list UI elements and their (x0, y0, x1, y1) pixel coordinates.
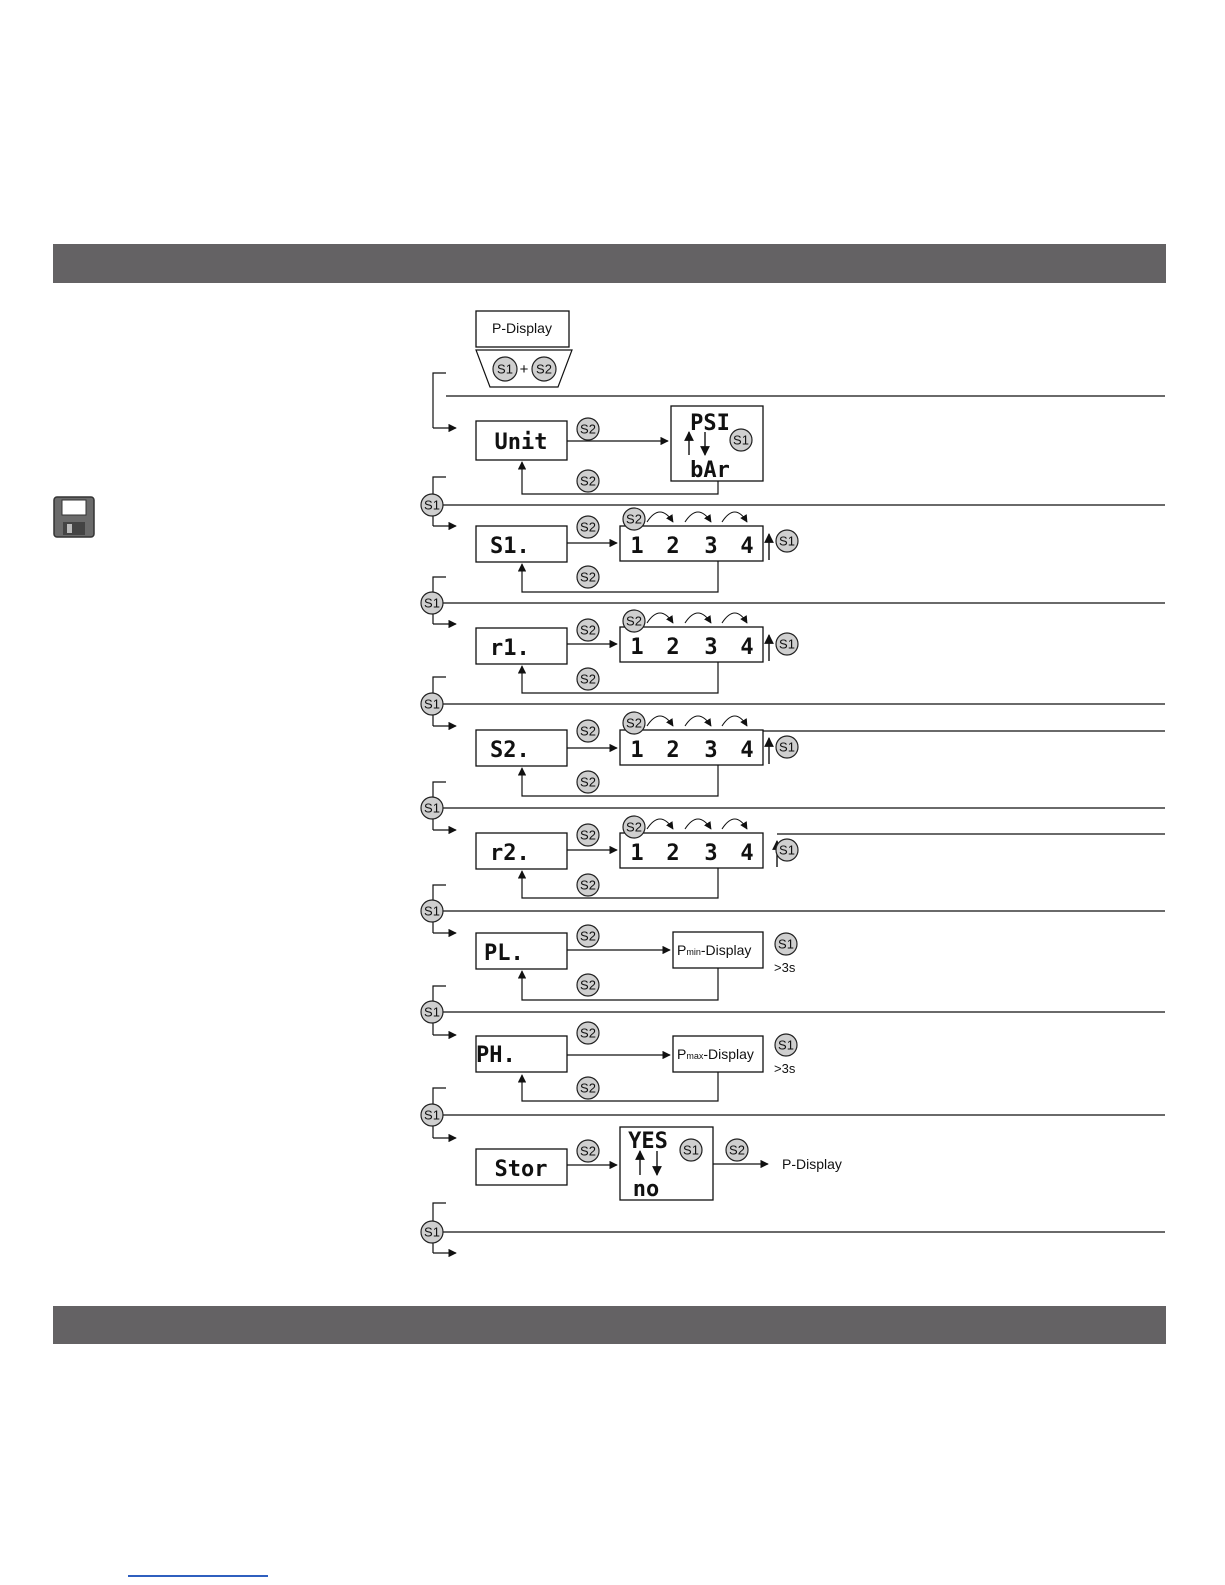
svg-text:S2: S2 (580, 827, 596, 843)
s2-button-icon[interactable] (577, 974, 599, 996)
svg-text:S2: S2 (729, 1142, 745, 1158)
svg-text:1: 1 (630, 841, 644, 866)
start-p-display-box (476, 311, 569, 347)
switch-row-2 (476, 610, 798, 693)
svg-text:S1: S1 (779, 636, 795, 652)
svg-text:S2: S2 (580, 774, 596, 790)
svg-text:S2: S2 (580, 1143, 596, 1159)
svg-text:S1: S1 (779, 842, 795, 858)
s2-button-icon[interactable] (577, 418, 599, 440)
svg-text:3: 3 (704, 635, 718, 660)
exit-p-display-label: P-Display (782, 1156, 842, 1172)
svg-text:S1: S1 (424, 595, 440, 611)
s2-display-text: S2. (490, 738, 530, 763)
svg-text:S2: S2 (580, 928, 596, 944)
s1-next-connector (421, 1203, 1165, 1253)
s2-button-icon[interactable] (577, 771, 599, 793)
s1-button-icon[interactable] (775, 1034, 797, 1056)
svg-text:1: 1 (630, 635, 644, 660)
svg-text:S2: S2 (580, 977, 596, 993)
s1-next-connector (421, 477, 1165, 526)
svg-text:S1: S1 (424, 497, 440, 513)
s1-button-icon[interactable] (680, 1139, 702, 1161)
s1-button-icon[interactable] (421, 900, 443, 922)
r1-display-text: r1. (490, 636, 530, 661)
s2-button-icon[interactable] (577, 1140, 599, 1162)
svg-text:S1: S1 (424, 800, 440, 816)
svg-text:4: 4 (740, 738, 754, 763)
s2-button-icon[interactable] (577, 566, 599, 588)
s2-button-icon[interactable] (623, 712, 645, 734)
svg-text:S2: S2 (536, 361, 552, 377)
svg-text:3: 3 (704, 534, 718, 559)
s1-button-icon[interactable] (776, 839, 798, 861)
s1-next-connector (421, 677, 1165, 726)
s1-next-connector (421, 577, 1165, 624)
switch-row-4 (476, 816, 1165, 898)
svg-text:S2: S2 (626, 613, 642, 629)
s1-next-connector (421, 885, 1165, 933)
svg-text:1: 1 (630, 534, 644, 559)
s1-next-connector (421, 782, 1165, 830)
svg-text:S2: S2 (580, 877, 596, 893)
svg-text:S2: S2 (580, 473, 596, 489)
hold-3s-label: >3s (774, 960, 796, 975)
svg-text:S2: S2 (626, 819, 642, 835)
svg-text:S1: S1 (424, 1004, 440, 1020)
svg-text:S1: S1 (779, 739, 795, 755)
unit-display-text: Unit (494, 430, 548, 455)
s2-button-icon[interactable] (532, 357, 556, 381)
pmax-display-label: Pmax-Display (677, 1046, 754, 1062)
s2-button-icon[interactable] (623, 508, 645, 530)
svg-text:S2: S2 (626, 715, 642, 731)
svg-text:S1: S1 (497, 361, 513, 377)
store-option-no: no (632, 1177, 660, 1202)
s1-button-icon[interactable] (776, 530, 798, 552)
s2-button-icon[interactable] (577, 824, 599, 846)
svg-text:S1: S1 (424, 903, 440, 919)
svg-text:3: 3 (704, 841, 718, 866)
svg-text:S2: S2 (626, 511, 642, 527)
svg-text:S2: S2 (580, 1080, 596, 1096)
svg-text:S1: S1 (733, 432, 749, 448)
svg-text:S2: S2 (580, 622, 596, 638)
s2-button-icon[interactable] (623, 610, 645, 632)
hold-3s-label: >3s (774, 1061, 796, 1076)
s2-button-icon[interactable] (577, 874, 599, 896)
pmin-display-label: Pmin-Display (677, 942, 752, 958)
svg-text:S1: S1 (424, 1224, 440, 1240)
switch-row-3 (476, 712, 1165, 796)
svg-text:S1: S1 (779, 533, 795, 549)
svg-text:4: 4 (740, 635, 754, 660)
s2-button-icon[interactable] (726, 1139, 748, 1161)
s1-button-icon[interactable] (776, 633, 798, 655)
svg-text:S2: S2 (580, 1025, 596, 1041)
s1-button-icon[interactable] (421, 797, 443, 819)
s2-button-icon[interactable] (577, 1077, 599, 1099)
unit-option-bar: bAr (690, 458, 730, 483)
s1-button-icon[interactable] (421, 693, 443, 715)
svg-text:4: 4 (740, 841, 754, 866)
svg-text:2: 2 (666, 841, 680, 866)
s2-button-icon[interactable] (577, 668, 599, 690)
svg-text:S1: S1 (424, 696, 440, 712)
s2-button-icon[interactable] (623, 816, 645, 838)
s1-next-connector (421, 1088, 1165, 1138)
s2-button-icon[interactable] (577, 516, 599, 538)
svg-text:2: 2 (666, 534, 680, 559)
peak-max-row (476, 1022, 797, 1101)
s1-display-text: S1. (490, 534, 530, 559)
pl-display-text: PL. (484, 941, 524, 966)
start-p-display-label: P-Display (492, 320, 552, 336)
svg-text:2: 2 (666, 738, 680, 763)
svg-text:S1: S1 (778, 1037, 794, 1053)
s1-button-icon[interactable] (493, 357, 517, 381)
s1-button-icon[interactable] (421, 1104, 443, 1126)
svg-text:2: 2 (666, 635, 680, 660)
s2-button-icon[interactable] (577, 720, 599, 742)
s2-button-icon[interactable] (577, 925, 599, 947)
s1-button-icon[interactable] (776, 736, 798, 758)
s1-button-icon[interactable] (421, 592, 443, 614)
svg-text:3: 3 (704, 738, 718, 763)
svg-text:S2: S2 (580, 723, 596, 739)
store-row (476, 1127, 842, 1202)
s1-button-icon[interactable] (421, 1221, 443, 1243)
store-option-yes: YES (628, 1129, 668, 1154)
s1-button-icon[interactable] (775, 933, 797, 955)
ph-display-text: PH. (476, 1043, 516, 1068)
s2-button-icon[interactable] (577, 619, 599, 641)
switch-row-1 (476, 508, 798, 592)
svg-text:1: 1 (630, 738, 644, 763)
svg-text:S2: S2 (580, 519, 596, 535)
unit-option-psi: PSI (690, 411, 730, 436)
svg-text:S2: S2 (580, 569, 596, 585)
s1-next-connector (421, 986, 1165, 1035)
svg-text:S1: S1 (424, 1107, 440, 1123)
s1-button-icon[interactable] (730, 429, 752, 451)
s2-button-icon[interactable] (577, 1022, 599, 1044)
svg-text:S1: S1 (683, 1142, 699, 1158)
unit-menu-row (476, 406, 763, 494)
svg-text:S2: S2 (580, 421, 596, 437)
plus-sign: + (519, 361, 529, 378)
s2-button-icon[interactable] (577, 470, 599, 492)
peak-min-row (476, 925, 797, 1000)
stor-display-text: Stor (494, 1157, 548, 1182)
r2-display-text: r2. (490, 841, 530, 866)
svg-text:S2: S2 (580, 671, 596, 687)
svg-text:4: 4 (740, 534, 754, 559)
s1-button-icon[interactable] (421, 1001, 443, 1023)
svg-text:S1: S1 (778, 936, 794, 952)
s1-button-icon[interactable] (421, 494, 443, 516)
